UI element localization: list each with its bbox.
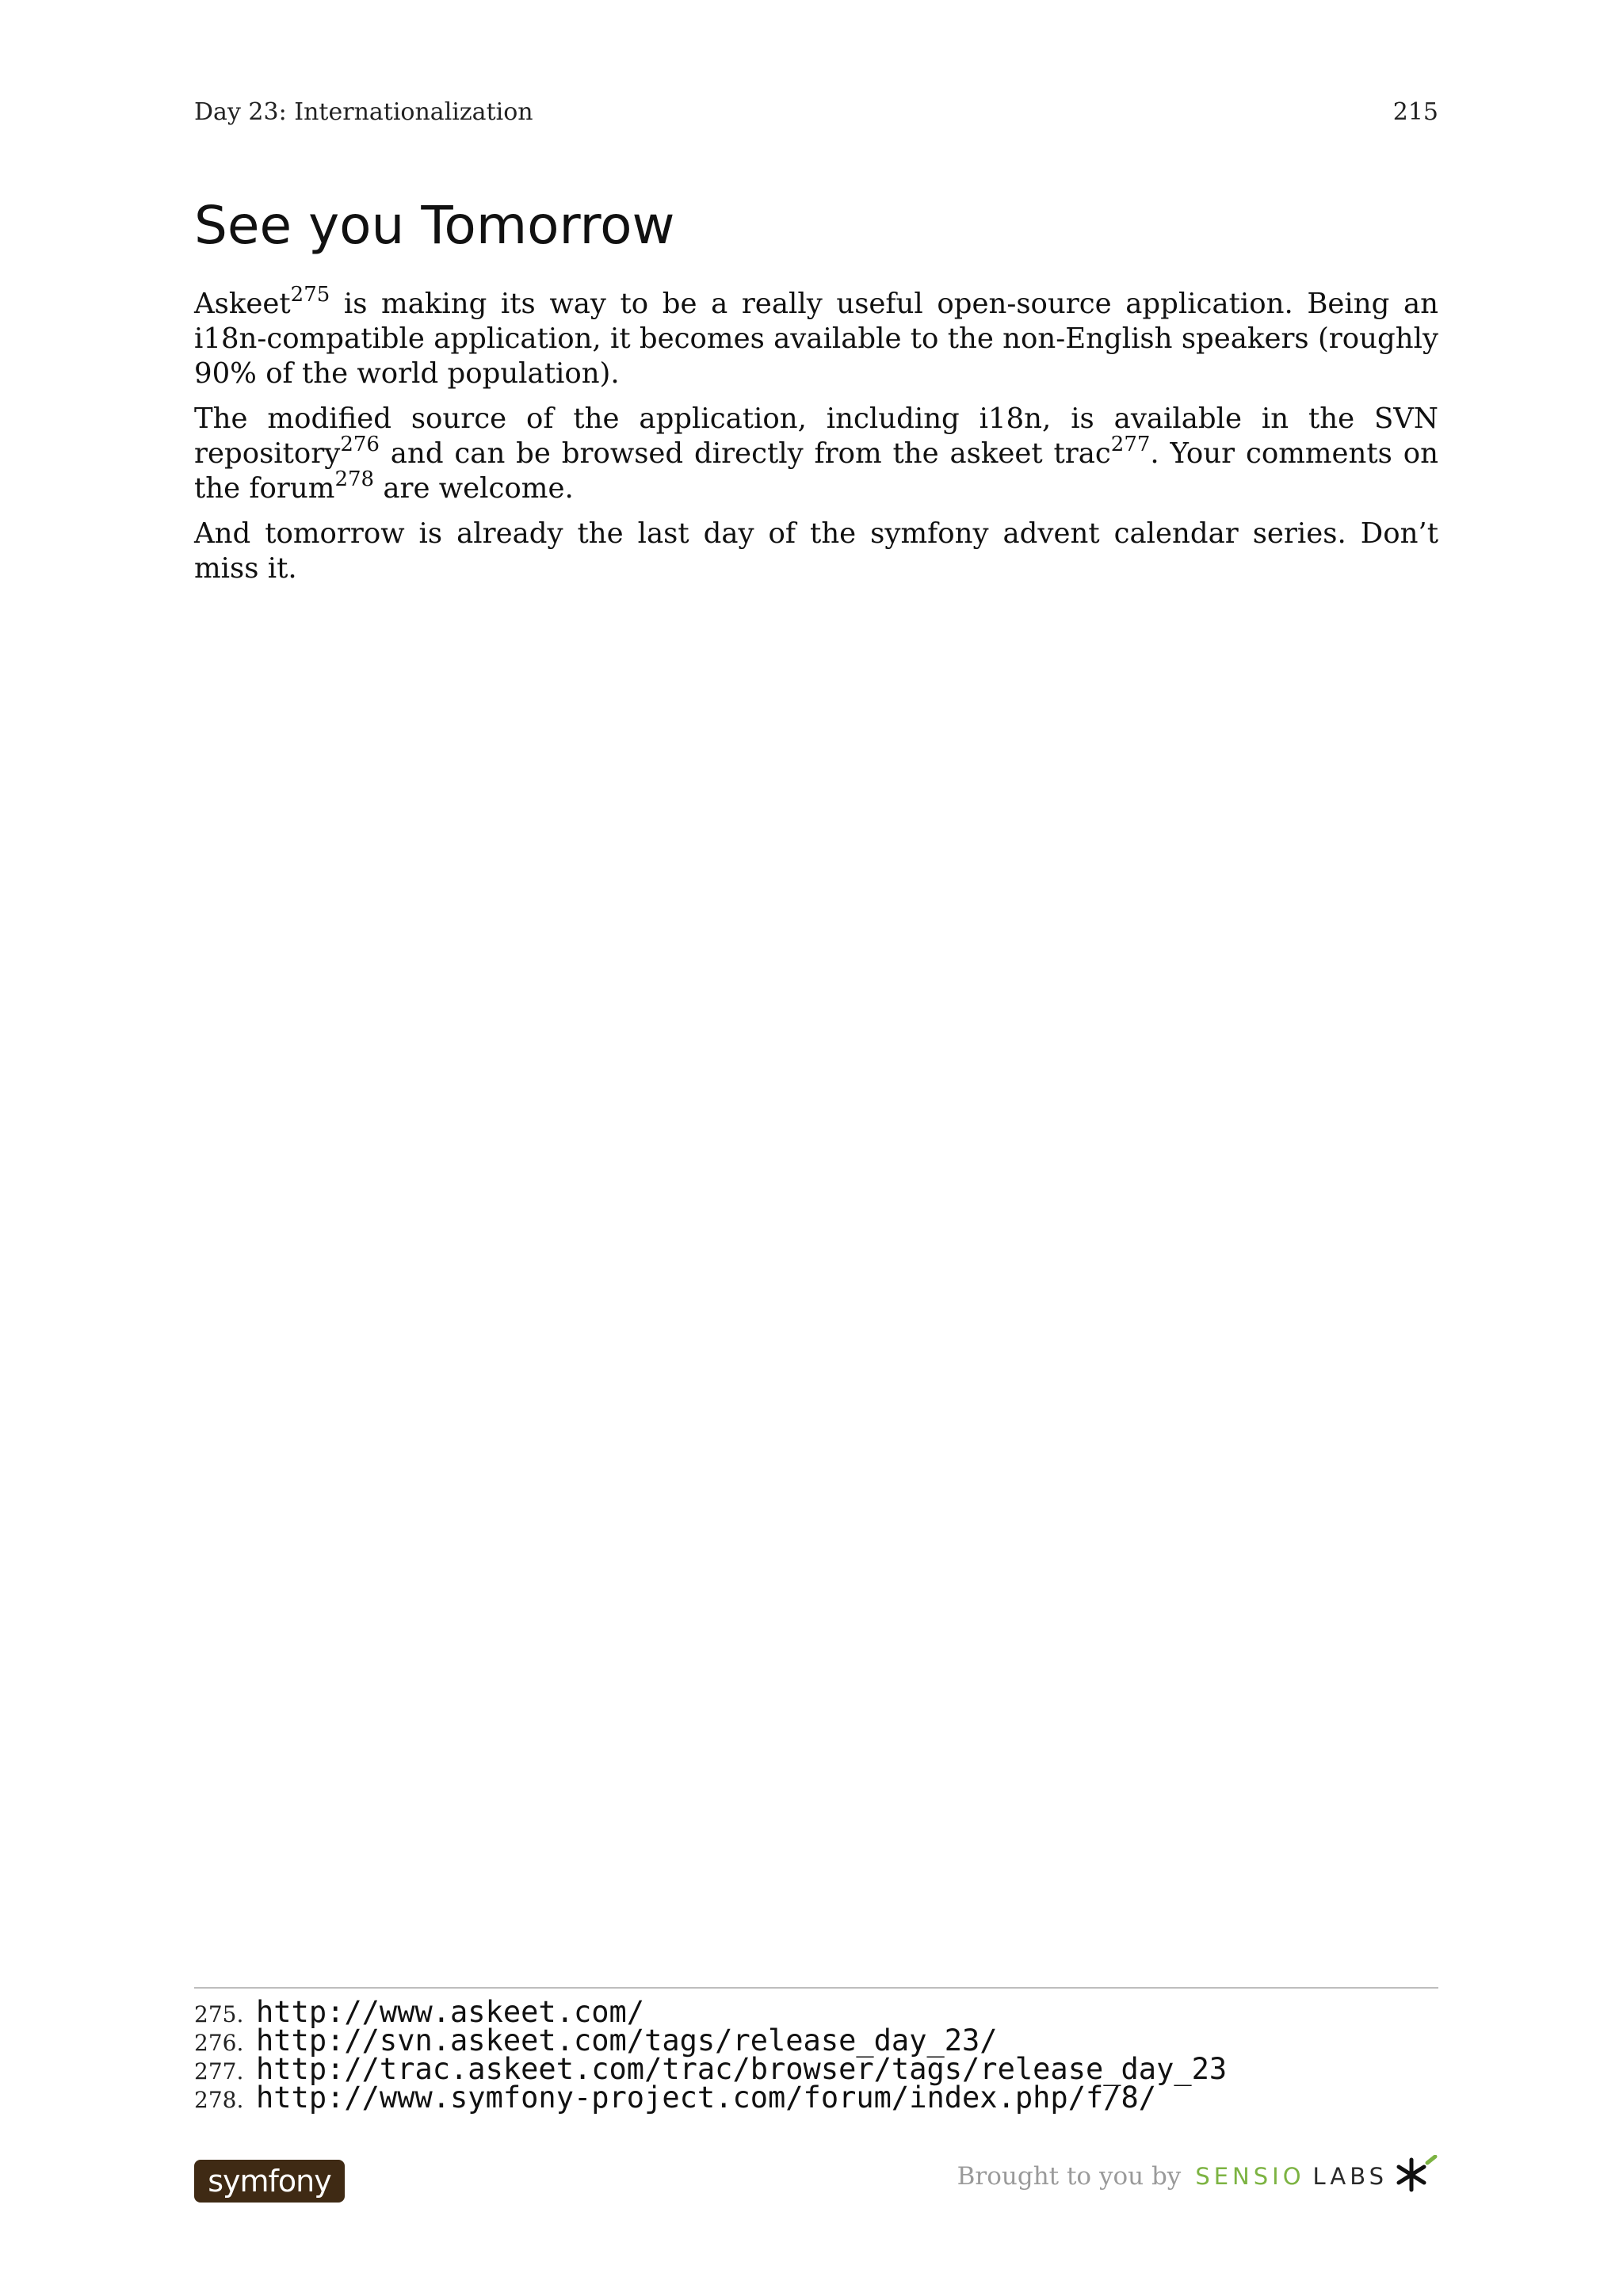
body-text [194,283,1438,597]
footnote-link[interactable]: http://www.askeet.com/ [256,1995,645,2029]
paragraph-source: The modified source of the application, including i18n, is available in the SVN repository$^{276}$ and can be browsed directly from the askeet trac$^{277}$. Your comments on the forum$^{278}$ are welcome. [194,402,1438,505]
section-title: See you Tomorrow [194,195,675,256]
paragraph-intro: Askeet$^{275}$ is making its way to be a really useful open-source application. Being an i18n-compatible application, it becomes available to the non-English speakers (roughly 90% of the world population). [194,283,1438,390]
page-number: 215 [1392,98,1438,126]
footnote-number: 276. [194,2030,244,2056]
sponsor-credit [957,2155,1438,2198]
footnote-divider [194,1987,1438,1989]
footnote-ref-277[interactable]: 277 [1110,433,1151,456]
chapter-title: Day 23: Internationalization [194,98,533,126]
footnote-277 [194,2052,1438,2086]
footnote-link[interactable]: http://www.symfony-project.com/forum/index.php/f/8/ [256,2081,1157,2115]
sensiolabs-star-icon [1396,2155,1438,2198]
footnote-number: 278. [194,2087,244,2113]
symfony-logo: symfony [194,2160,345,2203]
footnote-ref-278[interactable]: 278 [334,467,375,491]
paragraph-closing: And tomorrow is already the last day of the symfony advent calendar series. Don’t miss it. [194,517,1438,585]
labs-wordmark: LABS [1312,2163,1388,2190]
footnotes [194,1995,1438,2115]
footnote-ref-276[interactable]: 276 [340,433,380,456]
footnote-278 [194,2081,1438,2115]
footnote-ref-275[interactable]: 275 [290,283,330,307]
brought-by-text: Brought to you by [957,2162,1182,2191]
running-header [194,98,1438,126]
footnote-275 [194,1995,1438,2029]
sensio-wordmark: SENSIO [1195,2163,1305,2190]
footnote-number: 277. [194,2058,244,2084]
footnote-link[interactable]: http://svn.askeet.com/tags/release_day_23/ [256,2023,998,2058]
footnote-link[interactable]: http://trac.askeet.com/trac/browser/tags/release_day_23 [256,2052,1228,2086]
footnote-number: 275. [194,2001,244,2027]
footnote-276 [194,2023,1438,2058]
